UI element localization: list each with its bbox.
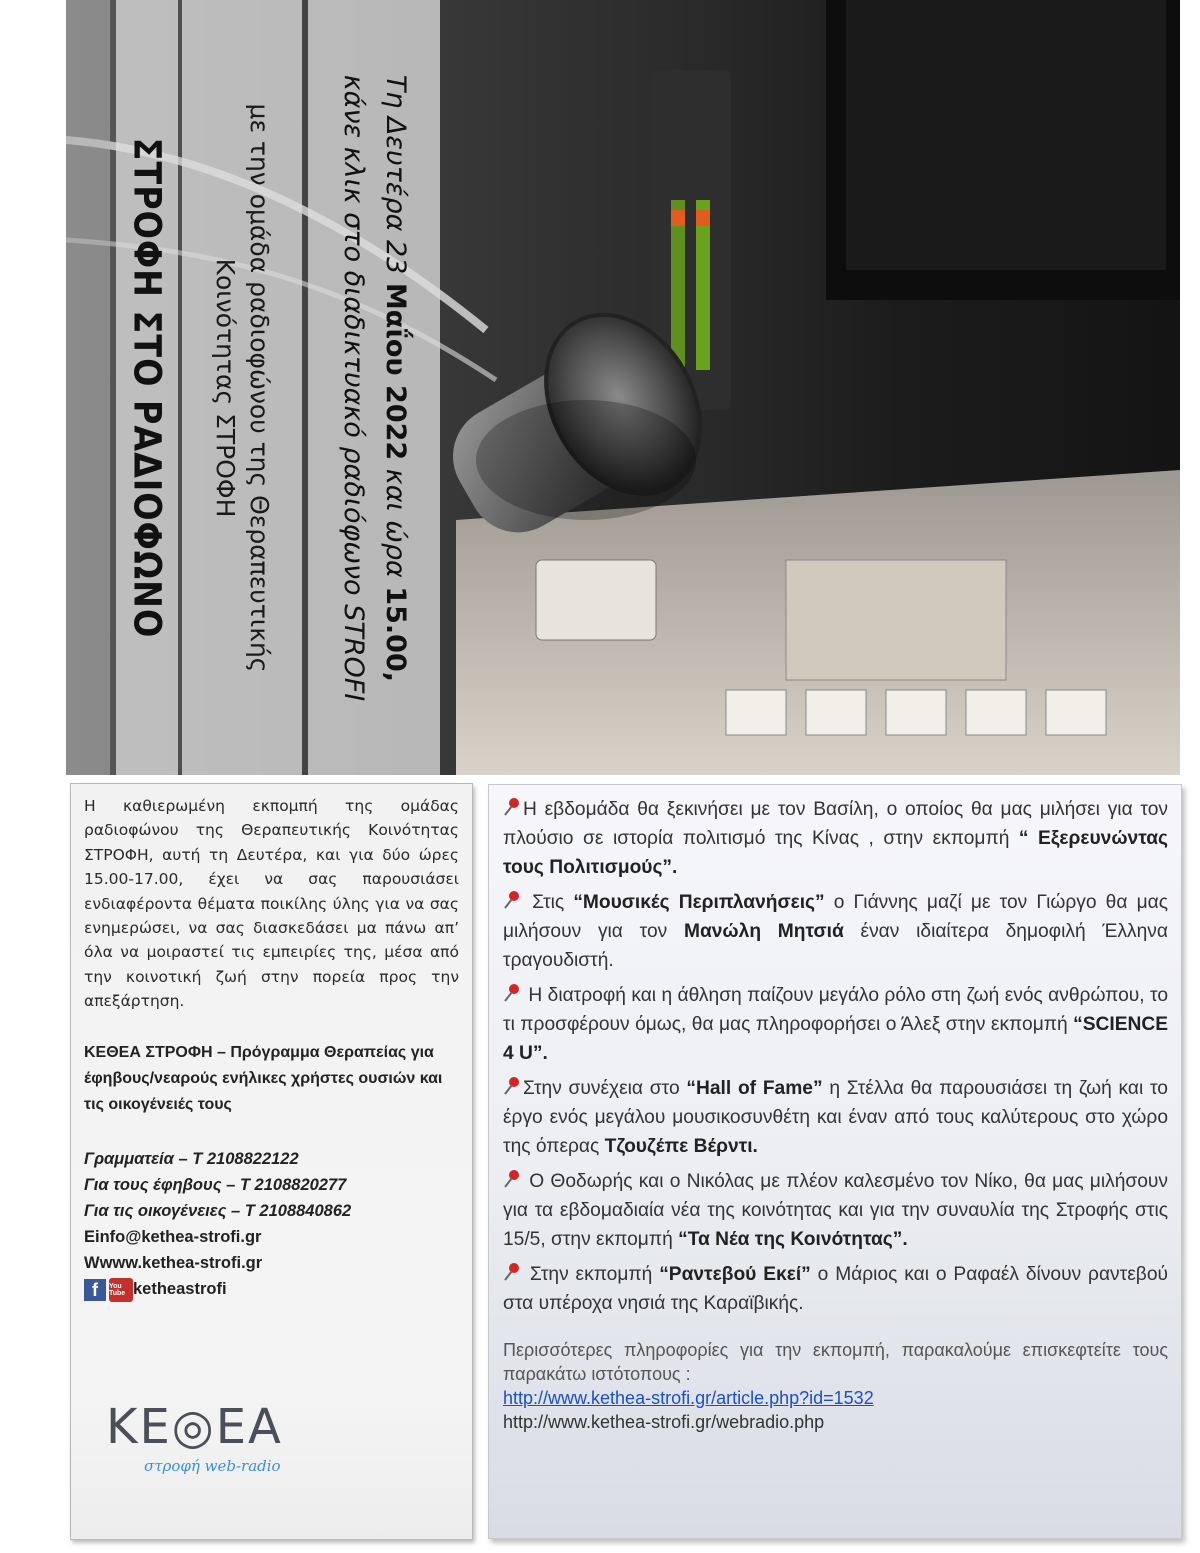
pushpin-icon	[503, 890, 521, 910]
program-item-1: Η εβδομάδα θα ξεκινήσει με τον Βασίλη, ο οποίος θα μας μιλήσει για τον πλούσιο σε ιστορία πολιτισμό της Κίνας , στην εκπομπή “ Εξερευνώντας τους Πολιτισμούς”.	[503, 799, 1169, 878]
hero-date-bold: Μαΐου 2022	[380, 282, 411, 460]
email-link[interactable]: Einfo@kethea-strofi.gr	[84, 1227, 262, 1246]
hero-date: Τη Δευτέρα 23 Μαΐου 2022 και ώρα 15.00, κάνε κλικ στο διαδικτυακό ραδιόφωνο STROFI	[338, 74, 411, 701]
website-link[interactable]: Wwww.kethea-strofi.gr	[84, 1253, 263, 1272]
organization-description: ΚΕΘΕΑ ΣΤΡΟΦΗ – Πρόγραμμα Θεραπείας για έφηβους/νεαρούς ενήλικες χρήστες ουσιών και τις οικογένειές τους	[84, 1043, 443, 1113]
kethea-logo	[106, 1389, 346, 1479]
facebook-icon[interactable]: f	[84, 1279, 106, 1301]
program-item-2: Στις “Μουσικές Περιπλανήσεις” ο Γιάννης μαζί με τον Γιώργο θα μας μιλήσουν για τον Μανώλη Μητσιά έναν ιδιαίτερα δημοφιλή Έλληνα τραγουδιστή.	[503, 892, 1168, 971]
social-handle[interactable]: ketheastrofi	[133, 1280, 227, 1299]
logo-text: ΚΕ◎ΕΑ	[106, 1399, 283, 1455]
hero-subtitle	[182, 0, 302, 775]
phone-secretariat: Γραμματεία – Τ 2108822122	[84, 1149, 299, 1168]
pushpin-icon	[503, 797, 521, 817]
info-panel	[70, 783, 473, 1540]
hero-subtitle-line1: με την ομάδα ραδιοφώνου της Θεραπευτικής	[245, 103, 274, 672]
hero-photo	[66, 0, 1180, 775]
program-item-5: Ο Θοδωρής και ο Νικόλας με πλέον καλεσμένο τον Νίκο, θα μας μιλήσουν για τα εβδομαδιαία νέα της κοινότητας και για την συναυλία της Στροφής στις 15/5, στην εκπομπή “Τα Νέα της Κοινότητας”.	[503, 1171, 1168, 1250]
youtube-icon[interactable]: You Tube	[109, 1278, 133, 1302]
pushpin-icon	[503, 1262, 521, 1282]
pushpin-icon	[503, 1169, 521, 1189]
phone-families: Για τις οικογένειες – Τ 2108840862	[84, 1201, 352, 1220]
program-item-3: Η διατροφή και η άθληση παίζουν μεγάλο ρόλο στη ζωή ενός ανθρώπου, το τι προσφέρουν όμως, θα μας πληροφορήσει ο Άλεξ στην εκπομπή “SCIENCE 4 U”.	[503, 985, 1168, 1064]
program-item-6: Στην εκπομπή “Ραντεβού Εκεί” ο Μάριος και ο Ραφαέλ δίνουν ραντεβού στα υπέροχα νησιά της Καραϊβικής.	[503, 1264, 1168, 1314]
webradio-link[interactable]: http://www.kethea-strofi.gr/webradio.php	[503, 1412, 825, 1432]
more-info-text: Περισσότερες πληροφορίες για την εκπομπή, παρακαλούμε επισκεφτείτε τους παρακάτω ιστότοπους :	[503, 1340, 1168, 1384]
hero-cta: κάνε κλικ στο διαδικτυακό ραδιόφωνο STROFI	[338, 74, 369, 701]
hero-time-bold: 15.00,	[380, 585, 411, 682]
pushpin-icon	[503, 1076, 521, 1096]
intro-paragraph: Η καθιερωμένη εκπομπή της ομάδας ραδιοφώνου της Θεραπευτικής Κοινότητας ΣΤΡΟΦΗ, αυτή τη Δευτέρα, και για δύο ώρες 15.00-17.00, έχει να σας παρουσιάσει ενδιαφέροντα θέματα ποικίλης ύλης για να σας ενημερώσει, να σας διασκεδάσει μα πάνω απ’ όλα να μοιραστεί τις εμπειρίες της, μέσα από την κοινοτική ζωή στην πορεία προς την απεξάρτηση.	[84, 797, 459, 1011]
article-link[interactable]: http://www.kethea-strofi.gr/article.php?id=1532	[503, 1388, 874, 1408]
pushpin-icon	[503, 983, 521, 1003]
program-panel	[488, 784, 1182, 1539]
hero-title: ΣΤΡΟΦΗ ΣΤΟ ΡΑΔΙΟΦΩΝΟ	[125, 137, 169, 638]
hero-subtitle-line2: Κοινότητας ΣΤΡΟΦΗ	[211, 258, 240, 517]
social-links	[84, 1278, 459, 1302]
phone-teens: Για τους έφηβους – Τ 2108820277	[84, 1175, 347, 1194]
logo-subtitle: στροφή web-radio	[144, 1457, 281, 1475]
program-item-4: Στην συνέχεια στο “Hall of Fame” η Στέλλα θα παρουσιάσει τη ζωή και το έργο ενός μεγάλου μουσικοσυνθέτη και έναν από τους καλύτερους στο χώρο της όπερας Τζουζέπε Βέρντι.	[503, 1078, 1168, 1157]
